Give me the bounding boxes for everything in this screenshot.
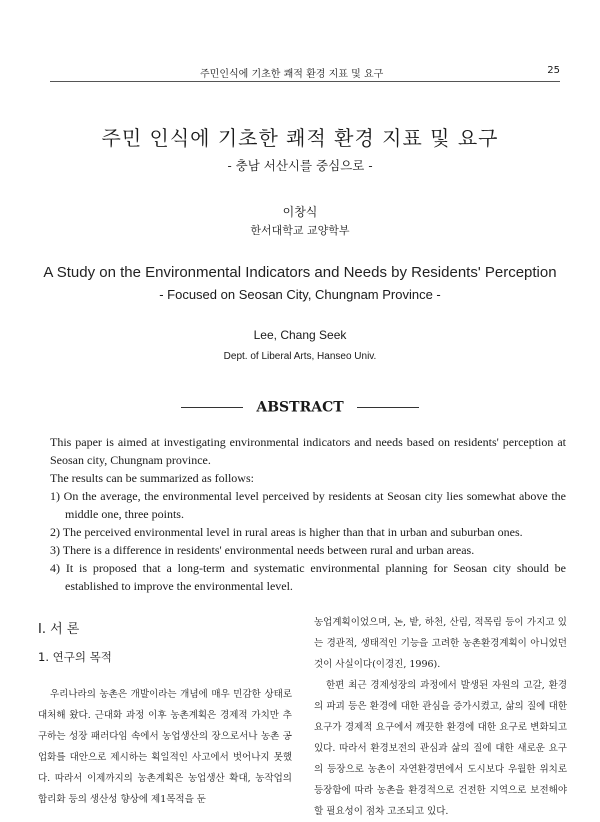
abstract-results-list	[50, 487, 566, 595]
affiliation-english: Dept. of Liberal Arts, Hanseo Univ.	[223, 351, 377, 362]
body-paragraph: 한편 최근 경제성장의 과정에서 발생된 자원의 고갈, 환경의 파괴 등은 환경에 대한 관심을 증가시켰고, 삶의 질에 대한 요구가 경제적 요구에서 깨끗한 환경에 대한 요구로 변화되고 있다. 따라서 환경보전의 관심과 삶의 질에 대한 새로운 요구의 등장으로 농촌이 자연환경면에서 도시보다 우월한 위치로 등장함에 따라 농촌을 환경적으로 건전한 지역으로 보전해야 할 필요성이 점차 고조되고 있다.	[314, 680, 567, 817]
body-paragraph: 우리나라의 농촌은 개발이라는 개념에 매우 민감한 상태로 대처해 왔다. 근대화 과정 이후 농촌계획은 경제적 가치만 추구하는 성장 패러다임 속에서 농업생산의 장으로서나 농촌 공업화를 대안으로 제시하는 획일적인 사고에서 벗어나지 못했다. 따라서 이제까지의 농촌계획은 농업생산 확대, 농작업의 합리화 등의 생산성 향상에 제1목적을 둔	[38, 689, 292, 805]
abstract-body	[50, 433, 566, 595]
running-title: 주민인식에 기초한 쾌적 환경 지표 및 요구	[200, 69, 384, 80]
list-item: 4) It is proposed that a long-term and systematic environmental planning for Seosan city should be established to improve the environmental level.	[50, 561, 566, 593]
author-english: Lee, Chang Seek	[253, 328, 347, 342]
author-korean: 이창식	[282, 205, 318, 219]
abstract-intro: This paper is aimed at investigating environmental indicators and needs based on residents' perception at Seosan city, Chungnam province.	[50, 435, 566, 467]
korean-title: 주민 인식에 기초한 쾌적 환경 지표 및 요구	[101, 126, 499, 150]
section-heading: Ⅰ. 서 론	[38, 622, 80, 637]
korean-subtitle: - 충남 서산시를 중심으로 -	[227, 158, 373, 173]
subsection-heading: 1. 연구의 목적	[38, 650, 112, 664]
affiliation-korean: 한서대학교 교양학부	[250, 224, 350, 237]
english-subtitle: - Focused on Seosan City, Chungnam Province -	[159, 287, 441, 302]
right-column	[314, 612, 567, 822]
body-paragraph: 농업계획이었으며, 논, 밭, 하천, 산림, 적목림 등이 가지고 있는 경관적, 생태적인 기능을 고려한 농촌환경계획이 아니었던 것이 사실이다(이경진, 1996).	[314, 617, 567, 670]
left-column	[38, 620, 292, 810]
running-header	[50, 65, 560, 82]
page-number: 25	[547, 65, 560, 76]
rule-left	[181, 407, 243, 408]
abstract-heading-row	[0, 397, 600, 416]
list-item: 3) There is a difference in residents' environmental needs between rural and urban areas.	[50, 543, 475, 557]
list-item: 1) On the average, the environmental level perceived by residents at Seosan city lies somewhat above the middle one, three points.	[50, 489, 566, 521]
abstract-heading: ABSTRACT	[256, 399, 344, 416]
rule-right	[357, 407, 419, 408]
abstract-summary-lead: The results can be summarized as follows:	[50, 471, 254, 485]
english-title: A Study on the Environmental Indicators and Needs by Residents' Perception	[43, 264, 557, 281]
list-item: 2) The perceived environmental level in rural areas is higher than that in urban and suburban ones.	[50, 525, 523, 539]
